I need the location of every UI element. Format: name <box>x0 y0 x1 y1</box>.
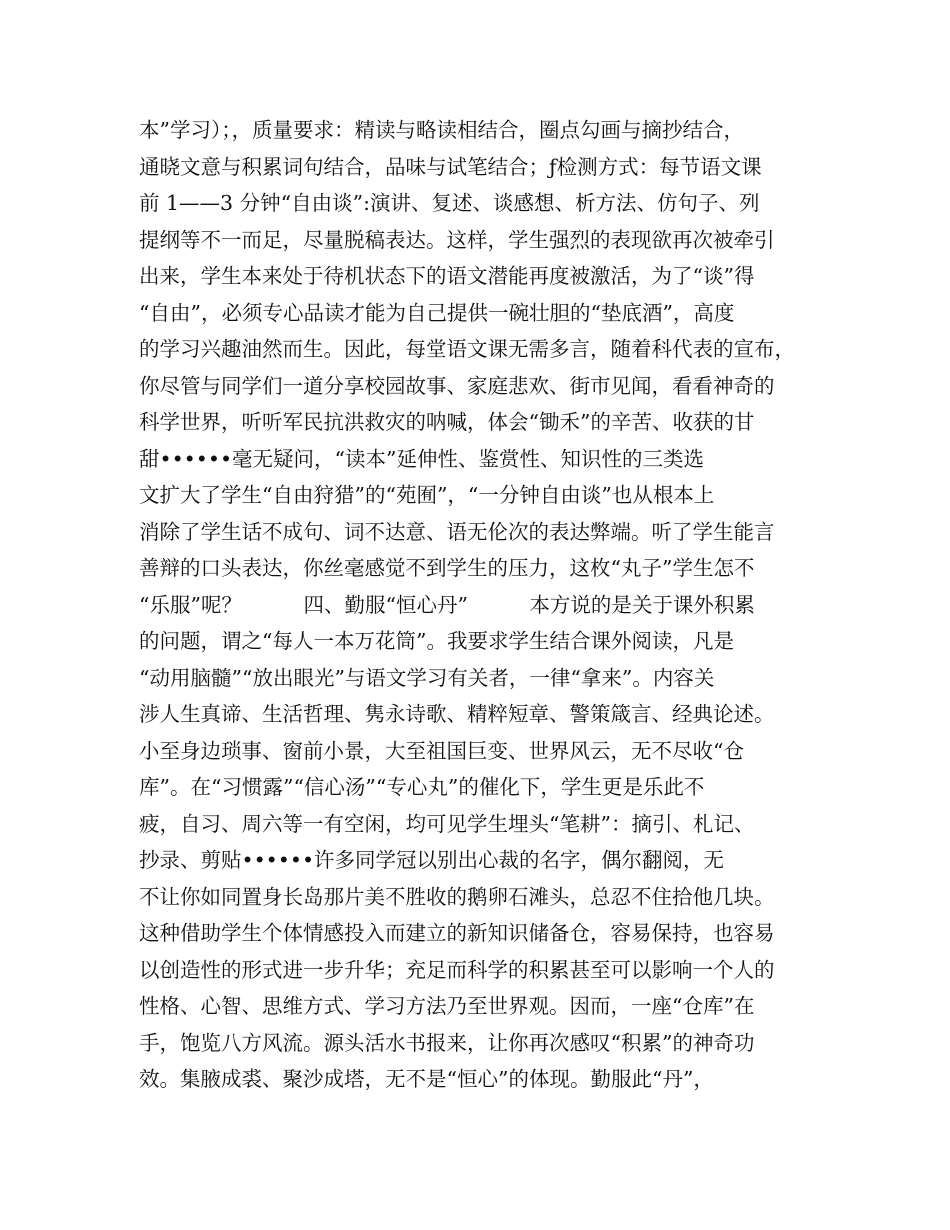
text-line: 这种借助学生个体情感投入而建立的新知识储备仓，容易保持，也容易 <box>139 921 775 945</box>
text-line: 的问题，谓之“每人一本万花筒”。我要求学生结合课外阅读，凡是 <box>139 629 734 653</box>
text-line: 抄录、剪贴••••••许多同学冠以别出心裁的名字，偶尔翻阅，无 <box>139 848 725 872</box>
text-line: 善辩的口头表达，你丝毫感觉不到学生的压力，这枚“丸子”学生怎不 <box>139 556 755 580</box>
text-line: 科学世界，听听军民抗洪救灾的呐喊，体会“锄禾”的辛苦、收获的甘 <box>139 410 755 434</box>
text-line: “自由”，必须专心品读才能为自己提供一碗壮胆的“垫底酒”，高度 <box>139 300 735 325</box>
text-line: 提纲等不一而足，尽量脱稿表达。这样，学生强烈的表现欲再次被牵引 <box>139 227 775 252</box>
text-line: 本”学习）；，质量要求：精读与略读相结合，圈点勾画与摘抄结合， <box>139 118 744 142</box>
text-line: 你尽管与同学们一道分享校园故事、家庭悲欢、街市见闻，看看神奇的 <box>139 373 775 398</box>
text-line: 库”。在“习惯露”“信心汤”“专心丸”的催化下，学生更是乐此不 <box>139 775 705 799</box>
text-line: 疲，自习、周六等一有空闲，均可见学生埋头“笔耕”：摘引、札记、 <box>139 811 755 836</box>
text-line: 出来，学生本来处于待机状态下的语文潜能再度被激活，为了“谈”得 <box>139 264 755 288</box>
text-line: 不让你如同置身长岛那片美不胜收的鹅卵石滩头，总忍不住拾他几块。 <box>139 884 775 909</box>
text-line: 效。集腋成裘、聚沙成塔，无不是“恒心”的体现。勤服此“丹”， <box>139 1067 714 1091</box>
text-line: 消除了学生话不成句、词不达意、语无伦次的表达弊端。听了学生能言 <box>139 519 775 544</box>
text-line: 小至身边琐事、窗前小景，大至祖国巨变、世界风云，无不尽收“仓 <box>139 738 744 763</box>
text-line: 性格、心智、思维方式、学习方法乃至世界观。因而，一座“仓库”在 <box>139 994 755 1018</box>
body-text <box>139 112 829 1098</box>
text-line: “乐服”呢？ 四、勤服“恒心丹” 本方说的是关于课外积累 <box>139 592 755 617</box>
text-line: 手，饱览八方风流。源头活水书报来，让你再次感叹“积累”的神奇功 <box>139 1030 755 1055</box>
text-line: 的学习兴趣油然而生。因此，每堂语文课无需多言，随着科代表的宣布， <box>139 337 795 361</box>
text-line: 甜••••••毫无疑问，“读本”延伸性、鉴赏性、知识性的三类选 <box>139 446 705 471</box>
text-line: 以创造性的形式进一步升华；充足而科学的积累甚至可以影响一个人的 <box>139 957 775 982</box>
text-line: 前 1——3 分钟“自由谈”:演讲、复述、谈感想、析方法、仿句子、列 <box>139 191 760 215</box>
text-line: 通晓文意与积累词句结合，品味与试笔结合；ƒ检测方式：每节语文课 <box>139 154 762 179</box>
text-line: “动用脑髓”“放出眼光”与语文学习有关者，一律“拿来”。内容关 <box>139 665 715 690</box>
text-line: 涉人生真谛、生活哲理、隽永诗歌、精粹短章、警策箴言、经典论述。 <box>139 702 775 726</box>
text-line: 文扩大了学生“自由狩猎”的“苑囿”，“一分钟自由谈”也从根本上 <box>139 483 715 507</box>
